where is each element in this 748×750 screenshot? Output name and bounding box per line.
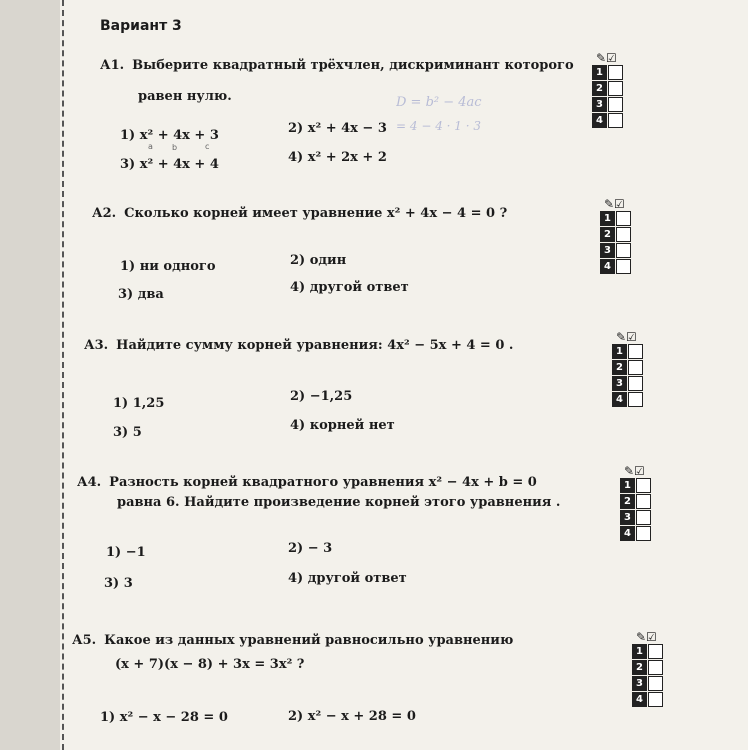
- option-a4-3: 3) 3: [104, 576, 133, 591]
- option-a1-3: 3) x² + 4x + 4: [120, 157, 219, 172]
- answer-box-3[interactable]: [648, 676, 663, 691]
- answer-grid-a2: [600, 197, 631, 275]
- answer-header-icon: ✎☑: [616, 330, 637, 344]
- answer-number: 3: [620, 510, 635, 525]
- option-a2-3: 3) два: [118, 287, 164, 302]
- answer-box-3[interactable]: [616, 243, 631, 258]
- question-a5: [72, 632, 513, 650]
- option-a1-2: 2) x² + 4x − 3: [288, 121, 387, 136]
- answer-number: 4: [600, 259, 615, 274]
- handwritten-discriminant: [396, 88, 516, 138]
- answer-box-4[interactable]: [608, 113, 623, 128]
- answer-number: 1: [632, 644, 647, 659]
- answer-number: 3: [632, 676, 647, 691]
- answer-header-icon: ✎☑: [604, 197, 625, 211]
- answer-box-3[interactable]: [628, 376, 643, 391]
- option-a3-3: 3) 5: [113, 425, 142, 440]
- option-a5-1: 1) x² − x − 28 = 0: [100, 710, 228, 725]
- variant-title: Вариант 3: [100, 18, 182, 34]
- answer-number: 4: [592, 113, 607, 128]
- question-number: А4.: [77, 475, 102, 490]
- option-a5-2: 2) x² − x + 28 = 0: [288, 709, 416, 724]
- answer-box-2[interactable]: [628, 360, 643, 375]
- question-a1: [100, 57, 574, 75]
- answer-box-4[interactable]: [616, 259, 631, 274]
- answer-number: 4: [632, 692, 647, 707]
- answer-number: 4: [620, 526, 635, 541]
- answer-number: 1: [592, 65, 607, 80]
- question-number: А1.: [100, 58, 125, 73]
- answer-number: 1: [612, 344, 627, 359]
- pencil-mark-a: a: [148, 142, 153, 151]
- option-a2-4: 4) другой ответ: [290, 280, 409, 295]
- answer-box-4[interactable]: [628, 392, 643, 407]
- question-a4: [77, 474, 537, 492]
- answer-number: 1: [620, 478, 635, 493]
- option-a4-2: 2) − 3: [288, 541, 333, 556]
- answer-number: 2: [632, 660, 647, 675]
- handwriting-line-1: D = b² − 4ac: [396, 95, 482, 110]
- question-text: Найдите сумму корней уравнения: 4x² − 5x + 4 = 0 .: [116, 338, 514, 353]
- pencil-mark-c: c: [205, 142, 210, 151]
- option-a4-1: 1) −1: [106, 545, 146, 560]
- answer-number: 3: [612, 376, 627, 391]
- answer-box-1[interactable]: [636, 478, 651, 493]
- question-a2: [92, 205, 507, 223]
- question-text: Сколько корней имеет уравнение x² + 4x − 4 = 0 ?: [124, 206, 508, 221]
- answer-box-2[interactable]: [608, 81, 623, 96]
- answer-header-icon: ✎☑: [636, 630, 657, 644]
- answer-number: 2: [612, 360, 627, 375]
- answer-box-1[interactable]: [648, 644, 663, 659]
- handwriting-line-2: = 4 − 4 · 1 · 3: [396, 119, 481, 133]
- answer-box-2[interactable]: [636, 494, 651, 509]
- option-a3-4: 4) корней нет: [290, 418, 395, 433]
- answer-header-icon: ✎☑: [624, 464, 645, 478]
- answer-number: 2: [620, 494, 635, 509]
- answer-number: 1: [600, 211, 615, 226]
- option-a4-4: 4) другой ответ: [288, 571, 407, 586]
- question-a1-line2: равен нулю.: [138, 89, 232, 104]
- answer-grid-a4: [620, 464, 651, 542]
- answer-box-4[interactable]: [648, 692, 663, 707]
- option-a2-1: 1) ни одного: [120, 259, 216, 274]
- answer-box-2[interactable]: [648, 660, 663, 675]
- answer-grid-a1: [592, 51, 623, 129]
- question-text: Какое из данных уравнений равносильно уравнению: [104, 633, 514, 648]
- answer-grid-a3: [612, 330, 643, 408]
- answer-number: 3: [592, 97, 607, 112]
- question-text: Разность корней квадратного уравнения x² − 4x + b = 0: [109, 475, 537, 490]
- question-a4-line2: равна 6. Найдите произведение корней этого уравнения .: [117, 495, 561, 510]
- answer-number: 2: [600, 227, 615, 242]
- answer-number: 2: [592, 81, 607, 96]
- perforation-line: [62, 0, 64, 750]
- answer-box-1[interactable]: [608, 65, 623, 80]
- answer-number: 3: [600, 243, 615, 258]
- question-text: Выберите квадратный трёхчлен, дискриминант которого: [132, 58, 574, 73]
- question-number: А5.: [72, 633, 97, 648]
- answer-number: 4: [612, 392, 627, 407]
- option-a1-1: 1) x² + 4x + 3: [120, 128, 219, 143]
- answer-box-3[interactable]: [608, 97, 623, 112]
- answer-box-2[interactable]: [616, 227, 631, 242]
- answer-box-1[interactable]: [616, 211, 631, 226]
- pencil-mark-b: b: [172, 143, 178, 152]
- question-a5-line2: (x + 7)(x − 8) + 3x = 3x² ?: [115, 657, 305, 672]
- answer-grid-a5: [632, 630, 663, 708]
- answer-box-3[interactable]: [636, 510, 651, 525]
- question-number: А2.: [92, 206, 117, 221]
- question-number: А3.: [84, 338, 109, 353]
- option-a2-2: 2) один: [290, 253, 347, 268]
- answer-header-icon: ✎☑: [596, 51, 617, 65]
- option-a1-4: 4) x² + 2x + 2: [288, 150, 387, 165]
- answer-box-1[interactable]: [628, 344, 643, 359]
- question-a3: [84, 337, 513, 355]
- answer-box-4[interactable]: [636, 526, 651, 541]
- option-a3-2: 2) −1,25: [290, 389, 353, 404]
- option-a3-1: 1) 1,25: [113, 396, 165, 411]
